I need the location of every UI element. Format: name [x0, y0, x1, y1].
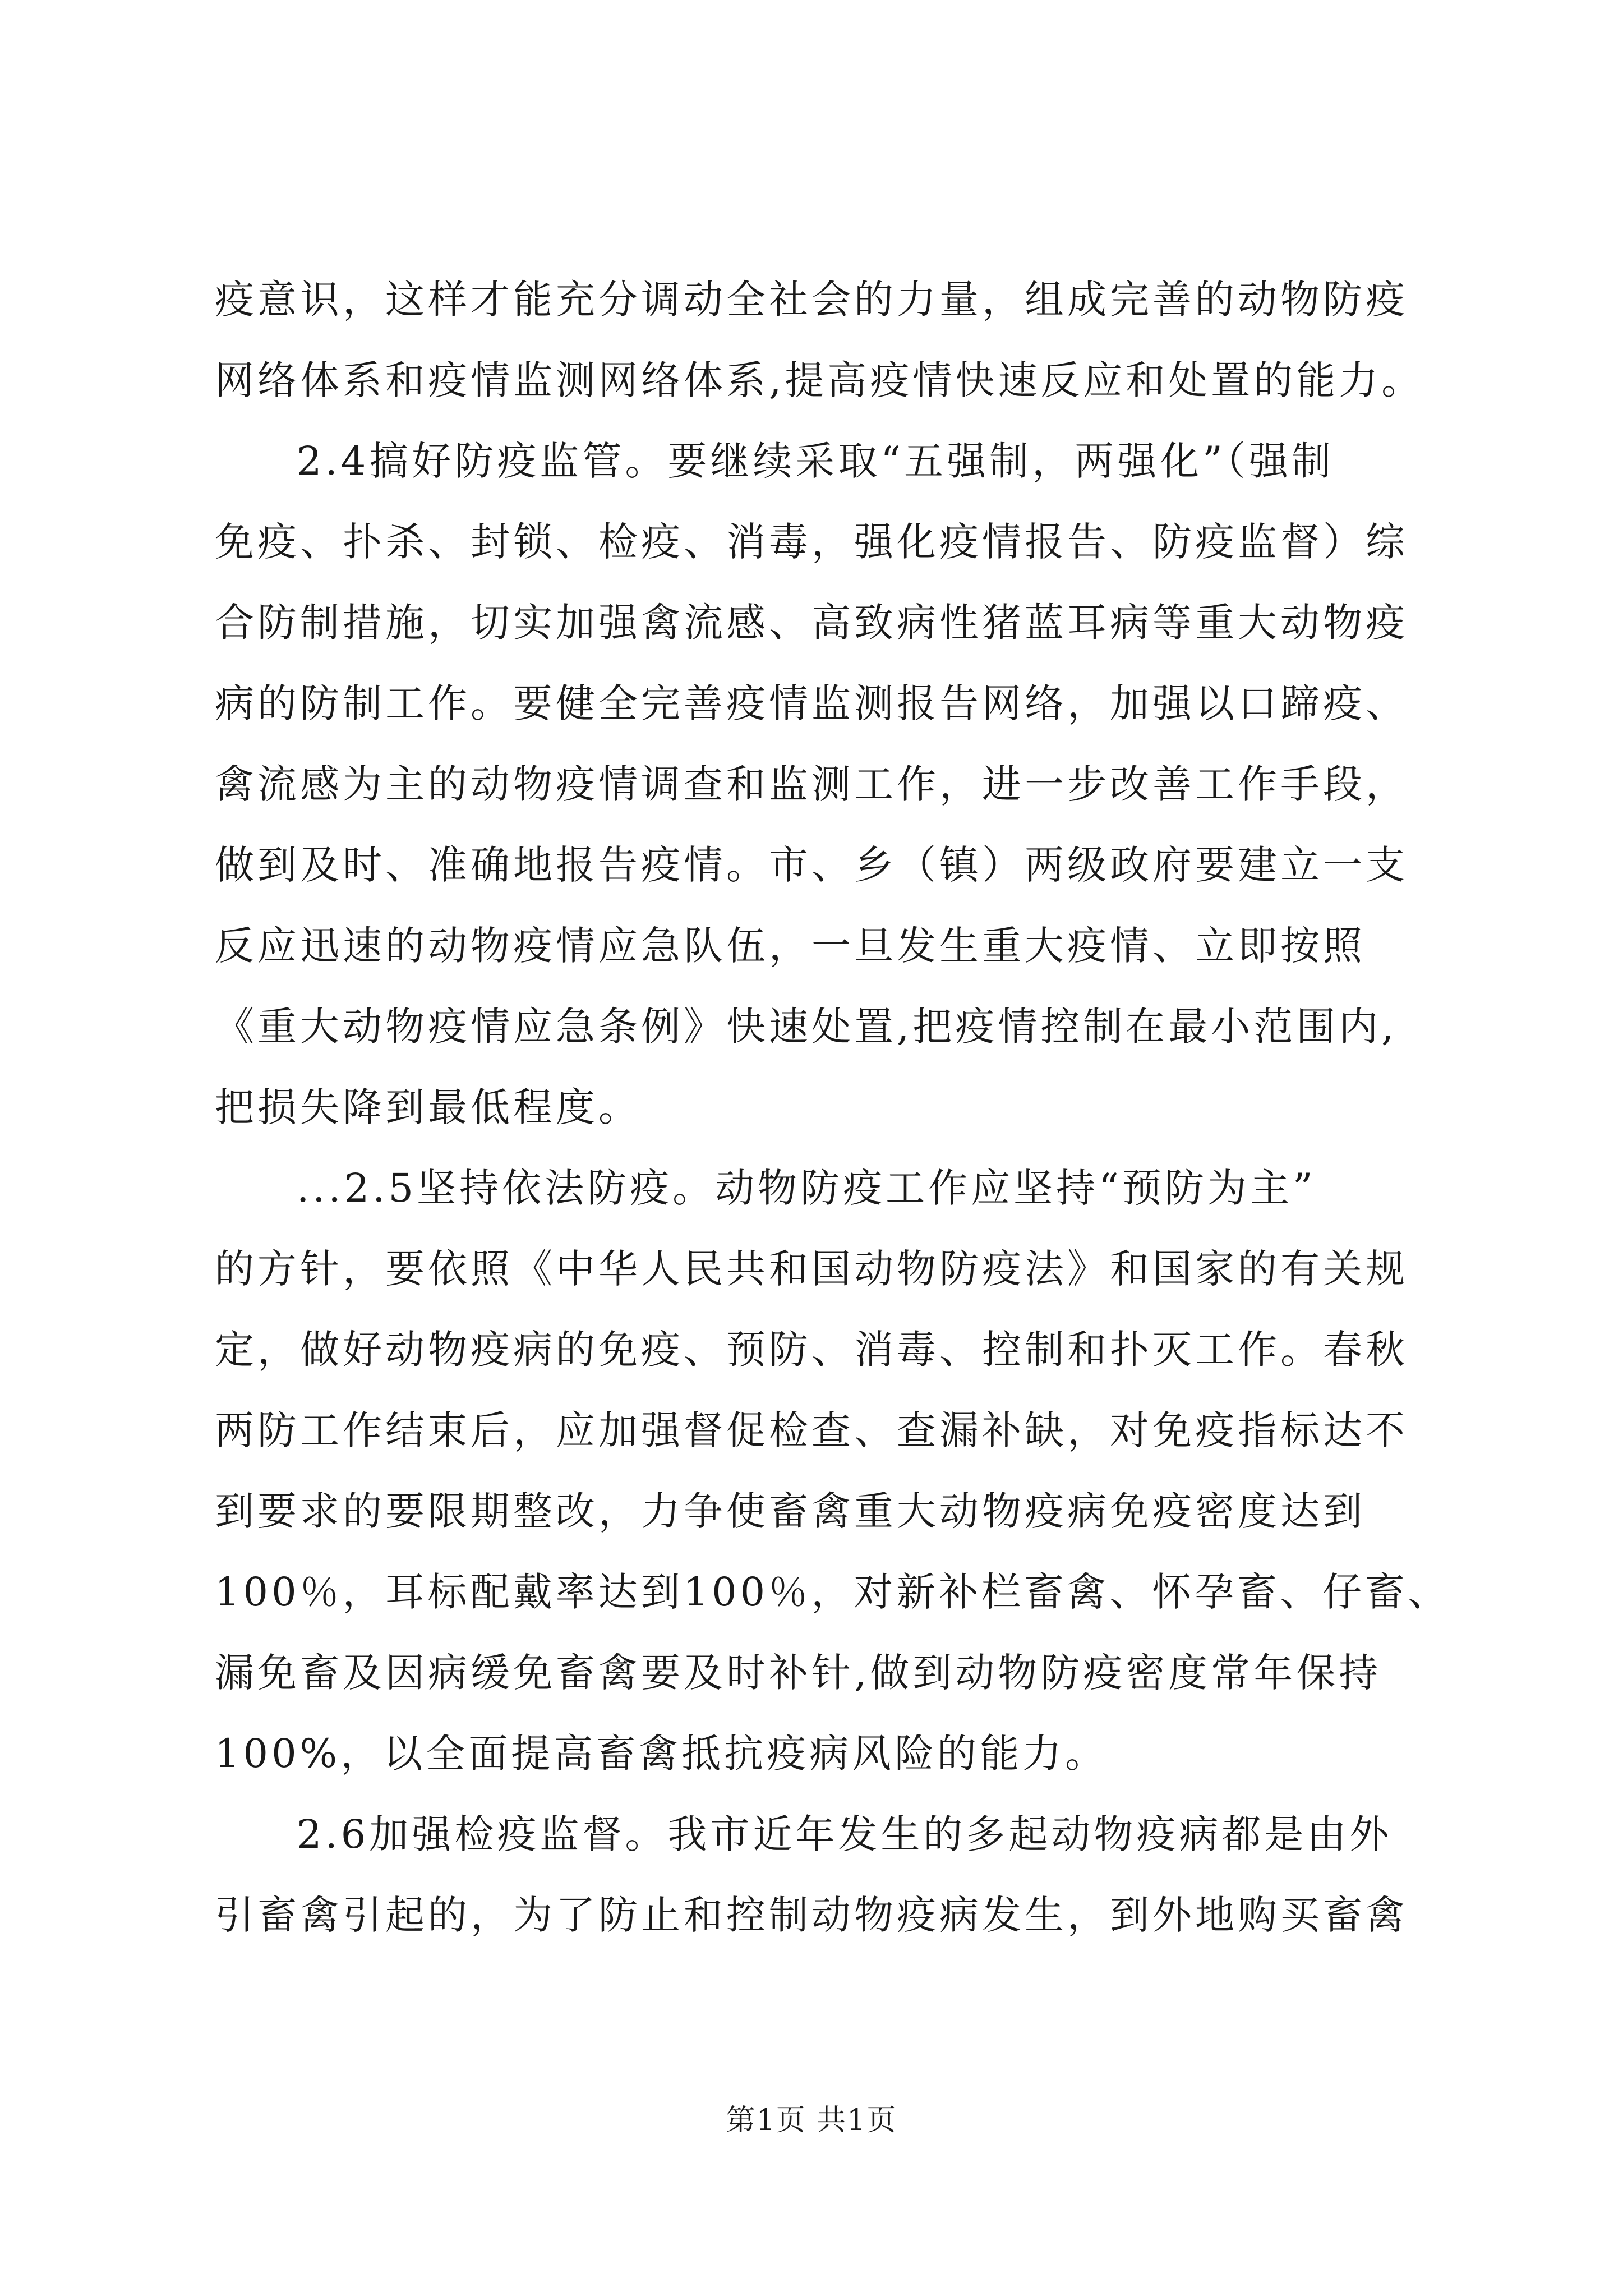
text-line: 把损失降到最低程度。	[215, 1084, 641, 1130]
page-footer: 第1页 共1页	[726, 2104, 897, 2137]
text-line: 100%，以全面提高畜禽抵抗疫病风险的能力。	[215, 1731, 1108, 1777]
text-line: 定，做好动物疫病的免疫、预防、消毒、控制和扑灭工作。春秋	[215, 1327, 1408, 1373]
text-line: 疫意识，这样才能充分调动全社会的力量，组成完善的动物防疫	[215, 277, 1408, 323]
text-line: 100％，耳标配戴率达到100％，对新补栏畜禽、怀孕畜、仔畜、	[215, 1569, 1451, 1615]
text-line: 禽流感为主的动物疫情调查和监测工作，进一步改善工作手段，	[215, 761, 1408, 807]
text-line: 反应迅速的动物疫情应急队伍，一旦发生重大疫情、立即按照	[215, 923, 1366, 969]
text-line: 病的防制工作。要健全完善疫情监测报告网络，加强以口蹄疫、	[215, 680, 1408, 726]
text-line: 到要求的要限期整改，力争使畜禽重大动物疫病免疫密度达到	[215, 1488, 1366, 1534]
paragraph-start-2-5: ...2.5坚持依法防疫。动物防疫工作应坚持“预防为主”	[297, 1165, 1316, 1211]
text-line: 的方针，要依照《中华人民共和国动物防疫法》和国家的有关规	[215, 1246, 1408, 1292]
text-line: 免疫、扑杀、封锁、检疫、消毒，强化疫情报告、防疫监督）综	[215, 519, 1408, 565]
paragraph-start-2-4: 2.4搞好防疫监管。要继续采取“五强制，两强化”（强制	[297, 438, 1334, 484]
text-line: 合防制措施，切实加强禽流感、高致病性猪蓝耳病等重大动物疫	[215, 600, 1408, 646]
text-line: 做到及时、准确地报告疫情。市、乡（镇）两级政府要建立一支	[215, 842, 1408, 888]
body-text	[215, 259, 1451, 1955]
paragraph-start-2-6: 2.6加强检疫监督。我市近年发生的多起动物疫病都是由外	[297, 1811, 1393, 1857]
text-line: 两防工作结束后，应加强督促检查、查漏补缺，对免疫指标达不	[215, 1407, 1408, 1453]
text-line: 网络体系和疫情监测网络体系,提高疫情快速反应和处置的能力。	[215, 357, 1424, 403]
text-line: 漏免畜及因病缓免畜禽要及时补针,做到动物防疫密度常年保持	[215, 1650, 1382, 1696]
text-line: 《重大动物疫情应急条例》快速处置,把疫情控制在最小范围内,	[215, 1004, 1398, 1050]
text-line: 引畜禽引起的，为了防止和控制动物疫病发生，到外地购买畜禽	[215, 1892, 1408, 1938]
